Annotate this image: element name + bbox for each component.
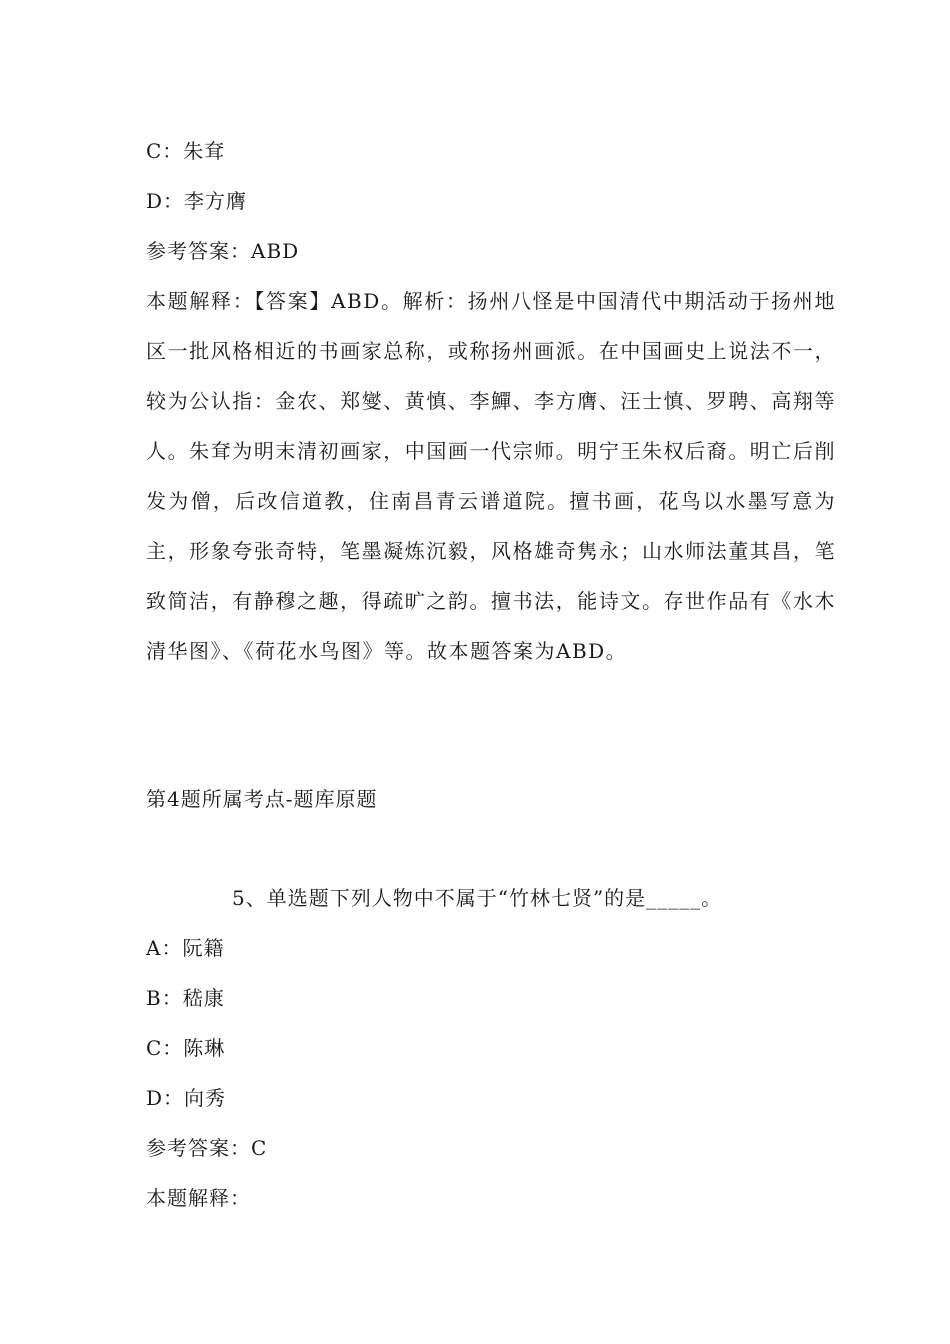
q4-answer: 参考答案：ABD — [146, 239, 300, 263]
q4-explanation: 本题解释：【答案】ABD。解析：扬州八怪是中国清代中期活动于扬州地区一批风格相近的书画家总称，或称扬州画派。在中国画史上说法不一，较为公认指：金农、郑燮、黄慎、李鱓、李方膺、汪士慎、罗聘、高翔等人。朱耷为明末清初画家，中国画一代宗师。明宁王朱权后裔。明亡后削发为僧，后改信道教，住南昌青云谱道院。擅书画，花鸟以水墨写意为主，形象夸张奇特，笔墨凝炼沉毅，风格雄奇隽永；山水师法董其昌，笔致简洁，有静穆之趣，得疏旷之韵。擅书法，能诗文。存世作品有《水木清华图》、《荷花水鸟图》等。故本题答案为ABD。 — [146, 289, 836, 663]
q5-option-c: C：陈琳 — [146, 1036, 226, 1060]
q5-question: 5、单选题下列人物中不属于“竹林七贤”的是_____。 — [232, 886, 723, 910]
q4-section-label: 第4题所属考点-题库原题 — [146, 787, 378, 811]
q5-answer: 参考答案：C — [146, 1136, 268, 1160]
q4-option-d: D：李方膺 — [146, 189, 248, 213]
q5-explanation: 本题解释： — [146, 1186, 251, 1210]
q4-option-c: C：朱耷 — [146, 139, 226, 163]
q5-option-d: D：向秀 — [146, 1086, 227, 1110]
q5-option-a: A：阮籍 — [146, 936, 225, 960]
q5-option-b: B：嵇康 — [146, 986, 225, 1010]
